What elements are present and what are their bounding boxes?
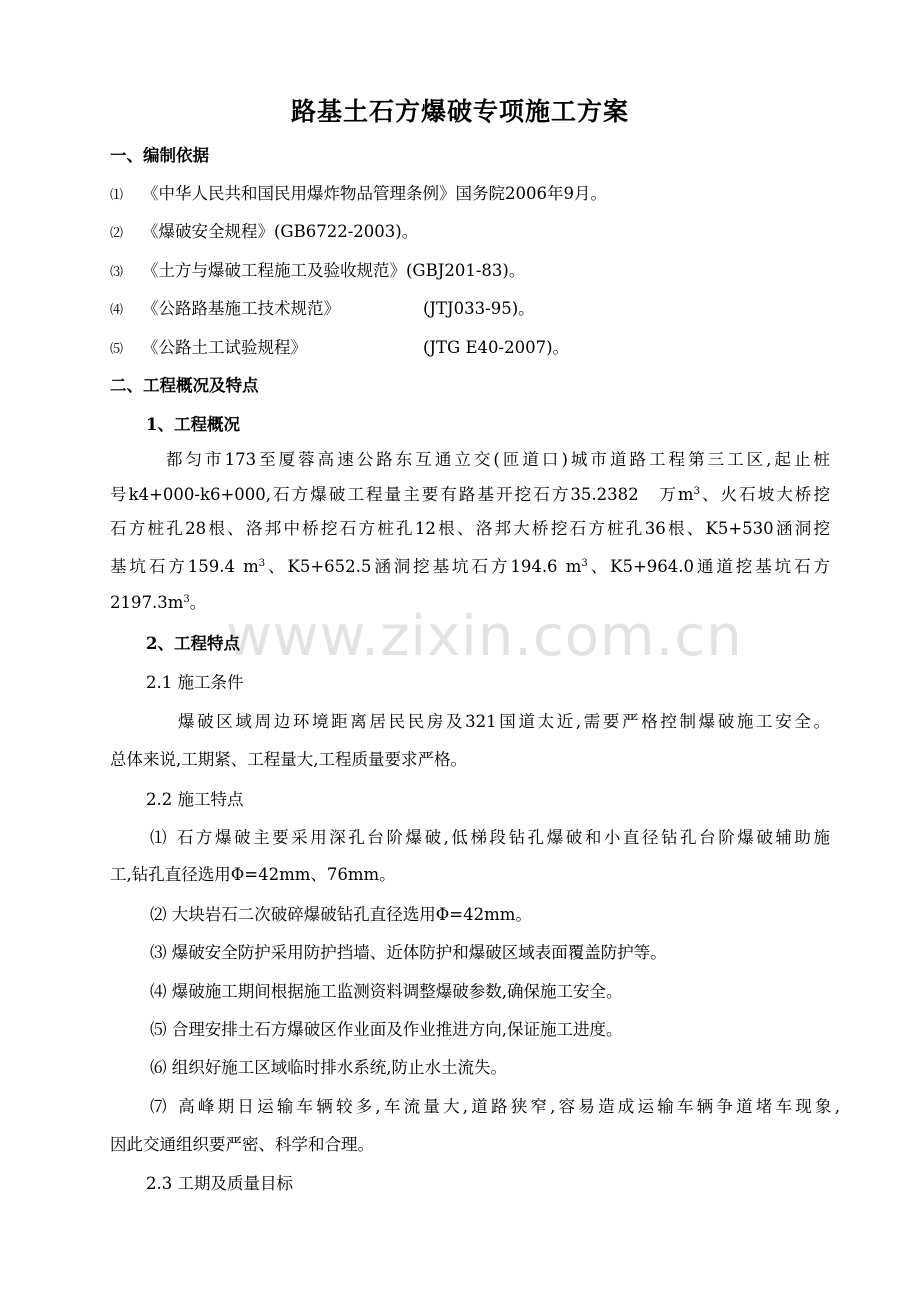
item-number: ⑵	[110, 226, 124, 241]
reference-item	[110, 295, 710, 319]
watermark: www.zixin.com.cn	[226, 604, 743, 669]
list-item: ⑷ 爆破施工期间根据施工监测资料调整爆破参数,确保施工安全。	[150, 982, 623, 1001]
list-item: ⑺ 高峰期日运输车辆较多,车流量大,道路狭窄,容易造成运输车辆争道堵车现象,	[150, 1097, 840, 1116]
paragraph-line: 工,钻孔直径选用Φ=42mm、76mm。	[110, 865, 396, 884]
clause-heading: 2.3 工期及质量目标	[146, 1174, 293, 1193]
paragraph-line: ⑴ 石方爆破主要采用深孔台阶爆破,低梯段钻孔爆破和小直径钻孔台阶爆破辅助施	[150, 828, 830, 847]
subsection-heading-features: 2、工程特点	[146, 634, 240, 653]
paragraph-line: 因此交通组织要严密、科学和合理。	[110, 1135, 374, 1154]
reference-text: 《中华人民共和国民用爆炸物品管理条例》国务院2006年9月。	[142, 184, 607, 203]
reference-item	[110, 218, 418, 242]
reference-item	[110, 334, 710, 358]
list-item: ⑶ 爆破安全防护采用防护挡墙、近体防护和爆破区域表面覆盖防护等。	[150, 943, 667, 962]
list-item: ⑹ 组织好施工区域临时排水系统,防止水土流失。	[150, 1058, 507, 1077]
clause-heading: 2.1 施工条件	[146, 673, 244, 692]
reference-item	[110, 257, 525, 281]
section-heading-basis: 一、编制依据	[110, 146, 209, 165]
reference-item	[110, 180, 607, 204]
reference-text: 《土方与爆破工程施工及验收规范》(GBJ201-83)。	[142, 261, 526, 280]
paragraph-line: 总体来说,工期紧、工程量大,工程质量要求严格。	[110, 750, 467, 769]
reference-text: 《公路路基施工技术规范》	[142, 299, 340, 318]
reference-text: 《爆破安全规程》(GB6722-2003)。	[142, 222, 419, 241]
paragraph-line: $2197.3m^3$。	[110, 593, 207, 612]
item-number: ⑴	[110, 188, 124, 203]
list-item: ⑵ 大块岩石二次破碎爆破钻孔直径选用Φ=42mm。	[150, 905, 532, 924]
reference-text: 《公路土工试验规程》	[142, 338, 307, 357]
paragraph-line: 基坑石方159.4 $m^3$、K5+652.5涵洞挖基坑石方194.6 $m^3$、K5+964.0通道挖基坑石方	[110, 557, 831, 576]
item-number: ⑷	[110, 303, 124, 318]
reference-code: (JTG E40-2007)。	[423, 338, 570, 357]
paragraph-line: 号k4+000-k6+000,石方爆破工程量主要有路基开挖石方35.2382 万$m^3$、火石坡大桥挖	[110, 485, 831, 504]
item-number: ⑶	[110, 265, 124, 280]
paragraph-line: 石方桩孔28根、洛邦中桥挖石方桩孔12根、洛邦大桥挖石方桩孔36根、K5+530涵洞挖	[110, 519, 830, 538]
subsection-heading-overview: 1、工程概况	[146, 415, 240, 434]
item-number: ⑸	[110, 342, 124, 357]
list-item: ⑸ 合理安排土石方爆破区作业面及作业推进方向,保证施工进度。	[150, 1020, 623, 1039]
document-title: 路基土石方爆破专项施工方案	[290, 97, 629, 126]
clause-heading: 2.2 施工特点	[146, 790, 244, 809]
paragraph-line: 都匀市173至厦蓉高速公路东互通立交(匝道口)城市道路工程第三工区,起止桩	[166, 450, 830, 469]
reference-code: (JTJ033-95)。	[423, 299, 535, 318]
section-heading-overview: 二、工程概况及特点	[110, 376, 259, 395]
paragraph-line: 爆破区域周边环境距离居民民房及321国道太近,需要严格控制爆破施工安全。	[178, 712, 830, 731]
